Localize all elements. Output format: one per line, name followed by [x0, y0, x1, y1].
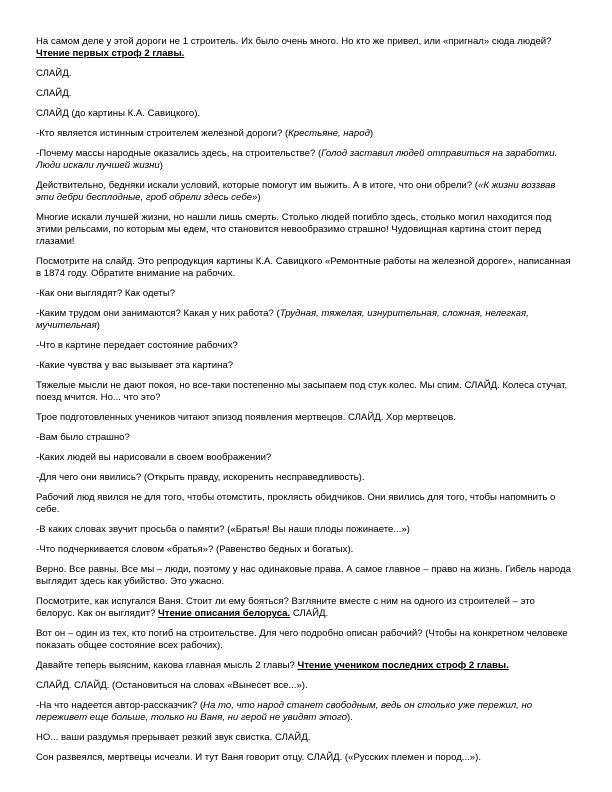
question: [36, 452, 576, 464]
paragraph: [36, 256, 576, 280]
text: Многие искали лучшей жизни, но нашли лишь смерть. Столько людей погибло здесь, столько могил находится под этими рельсами, по которым мы едем, что становится невообразимо страшно! Чудовищная картина стоит перед глазами!: [36, 212, 552, 247]
text: Вот он – один из тех, кто погиб на строительстве. Для чего подробно описан рабочий? (Чтобы на конкретном человеке показать общее состояние всех рабочих).: [36, 628, 568, 651]
paragraph: [36, 68, 576, 80]
answer: Трудная, тяжелая, изнурительная, сложная, нелегкая, мучительная: [36, 308, 529, 331]
question: [36, 432, 576, 444]
text: Сон развеялся, мертвецы исчезли. И тут Ваня говорит отцу. СЛАЙД. («Русских племен и пород...»).: [36, 752, 481, 763]
reading-instruction: Чтение описания белоруса.: [158, 608, 291, 619]
text: -Каким трудом они занимаются? Какая у них работа? (: [36, 308, 280, 319]
text: -Кто является истинным строителем железной дороги? (: [36, 128, 289, 139]
paragraph: [36, 212, 576, 248]
text: -Почему массы народные оказались здесь, на строительстве? (: [36, 148, 322, 159]
text: ).: [346, 712, 353, 723]
paragraph: [36, 380, 576, 404]
text: ): [369, 128, 374, 139]
answer: «К жизни воззвав эти дебри бесплодные, гроб обрели здесь себе»: [36, 180, 556, 203]
question: [36, 700, 576, 724]
text: -Вам было страшно?: [36, 432, 130, 443]
text: -Какие чувства у вас вызывает эта картина?: [36, 360, 234, 371]
answer: На то, что народ станет свободным, ведь он столько уже пережил, но переживет еще больше, только ни Ваня, ни герой не увидят этого: [36, 700, 533, 723]
text: ): [96, 320, 100, 331]
text: СЛАЙД.: [290, 608, 329, 619]
reading-instruction: Чтение первых строф 2 главы.: [36, 48, 185, 59]
text: Действительно, бедняки искали условий, которые помогут им выжить. А в итоге, что они обрели? (: [36, 180, 478, 191]
question: [36, 340, 576, 352]
text: -На что надеется автор-рассказчик? (: [36, 700, 204, 711]
question: [36, 128, 576, 140]
text: ): [257, 192, 261, 203]
question: [36, 360, 576, 372]
paragraph: [36, 564, 576, 588]
text: Рабочий люд явился не для того, чтобы отомстить, проклясть обидчиков. Они явились для того, чтобы напомнить о себе.: [36, 492, 556, 515]
question: [36, 148, 576, 172]
text: Давайте теперь выясним, какова главная мысль 2 главы?: [36, 660, 298, 671]
answer: Голод заставил людей отправиться на заработки. Люди искали лучшей жизни: [36, 148, 558, 171]
question: [36, 544, 576, 556]
text: Посмотрите, как испугался Ваня. Стоит ли ему бояться? Взгляните вместе с ним на одного из строителей – это белорус. Как он выглядит?: [36, 596, 535, 619]
text: СЛАЙД. СЛАЙД. (Остановиться на словах «Вынесет все...»).: [36, 680, 308, 691]
paragraph: [36, 412, 576, 424]
text: Посмотрите на слайд. Это репродукция картины К.А. Савицкого «Ремонтные работы на железной дороге», написанная в 1874 году. Обратите внимание на рабочих.: [36, 256, 571, 279]
text: СЛАЙД.: [36, 88, 72, 99]
text: -Что в картине передает состояние рабочих?: [36, 340, 238, 351]
text: СЛАЙД (до картины К.А. Савицкого).: [36, 108, 201, 119]
paragraph: [36, 732, 576, 744]
text: На самом деле у этой дороги не 1 строитель. Их было очень много. Но кто же привел, или «пригнал» сюда людей?: [36, 36, 552, 47]
text: -Что подчеркивается словом «братья»? (Равенство бедных и богатых).: [36, 544, 354, 555]
question: [36, 524, 576, 536]
text: -Для чего они явились? (Открыть правду, искоренить несправедливость).: [36, 472, 365, 483]
text: -Каких людей вы нарисовали в своем воображении?: [36, 452, 272, 463]
paragraph: [36, 36, 576, 60]
answer: Крестьяне, народ: [288, 128, 370, 139]
text: Верно. Все равны. Все мы – люди, поэтому у нас одинаковые права. А самое главное – право на жизнь. Гибель народа выглядит здесь как убийство. Это ужасно.: [36, 564, 571, 587]
paragraph: [36, 628, 576, 652]
question: [36, 288, 576, 300]
text: СЛАЙД.: [36, 68, 72, 79]
paragraph: [36, 752, 576, 764]
reading-instruction: Чтение учеником последних строф 2 главы.: [297, 660, 509, 671]
text: ): [159, 160, 163, 171]
text: Трое подготовленных учеников читают эпизод появления мертвецов. СЛАЙД. Хор мертвецов.: [36, 412, 456, 423]
paragraph: [36, 108, 576, 120]
text: НО... ваши раздумья прерывает резкий звук свистка. СЛАЙД.: [36, 732, 311, 743]
text: Тяжелые мысли не дают покоя, но все-таки постепенно мы засыпаем под стук колес. Мы спим. СЛАЙД. Колеса стучат, поезд мчится. Но... что это?: [36, 380, 568, 403]
paragraph: [36, 660, 576, 672]
paragraph: [36, 680, 576, 692]
text: -В каких словах звучит просьба о памяти? («Братья! Вы наши плоды пожинаете...»): [36, 524, 410, 535]
paragraph: [36, 180, 576, 204]
paragraph: [36, 88, 576, 100]
question: [36, 472, 576, 484]
paragraph: [36, 596, 576, 620]
text: -Как они выглядят? Как одеты?: [36, 288, 176, 299]
paragraph: [36, 492, 576, 516]
document-body: [36, 36, 576, 772]
question: [36, 308, 576, 332]
